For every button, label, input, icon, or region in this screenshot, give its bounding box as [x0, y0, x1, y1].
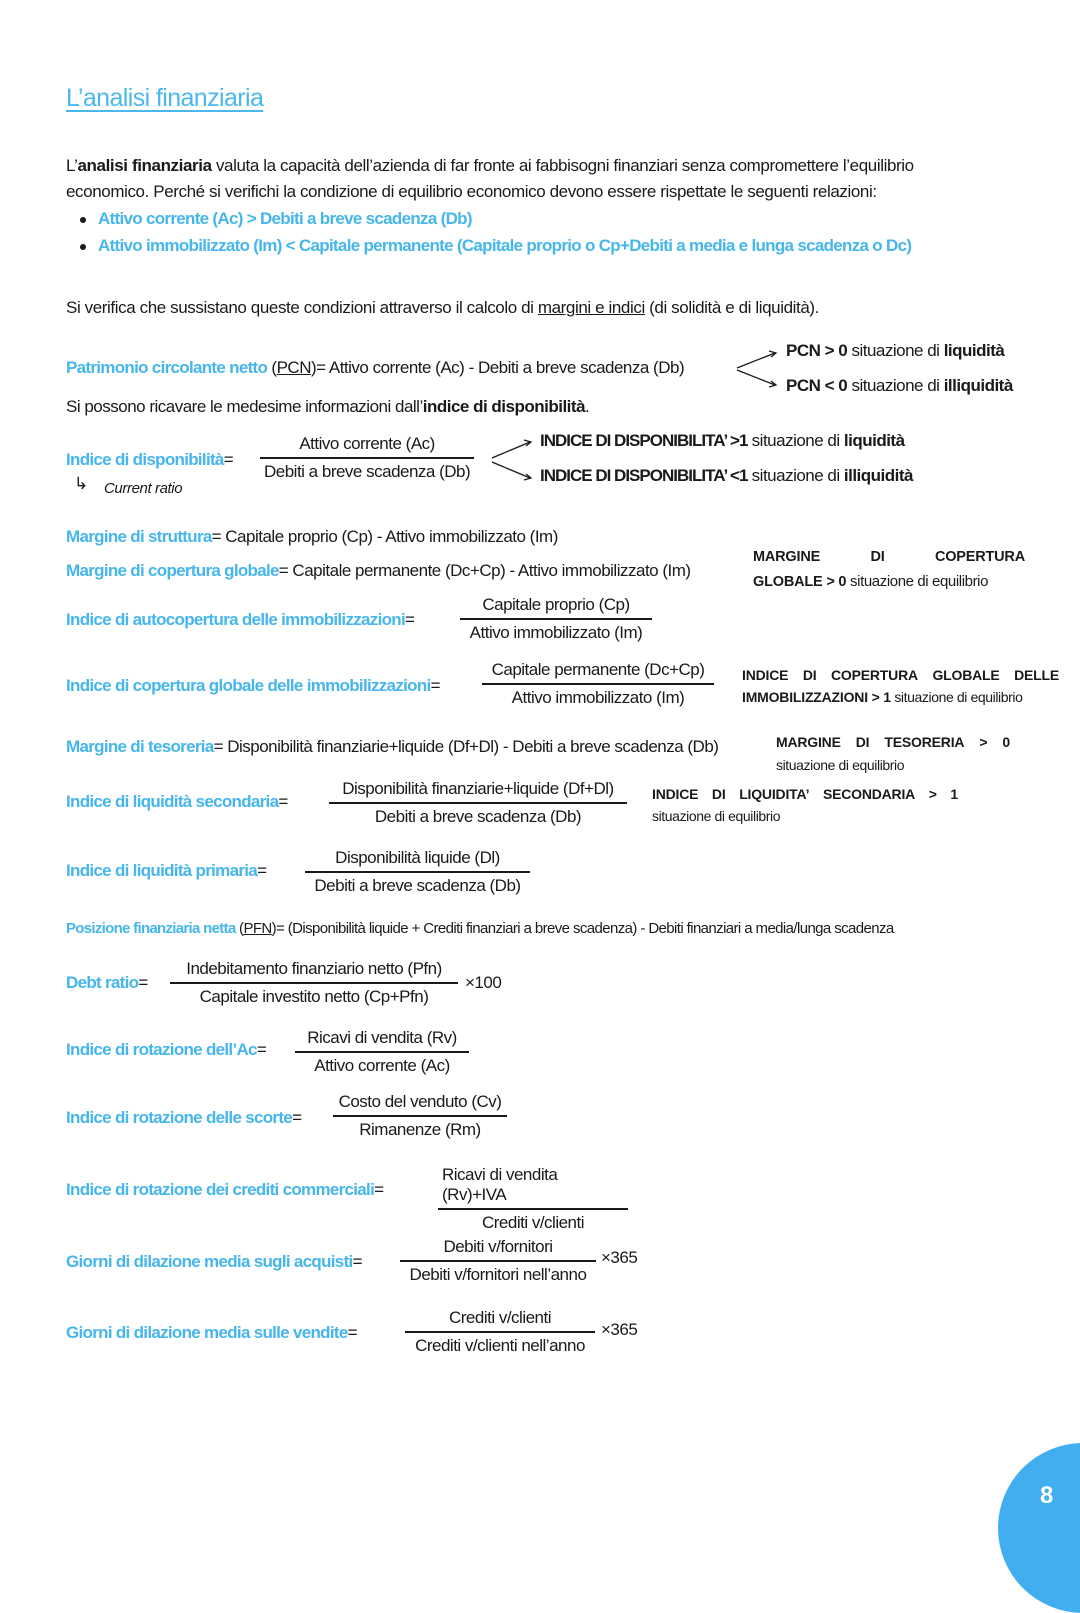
dilazione-acquisti-fraction: Debiti v/fornitori Debiti v/fornitori nell’anno	[400, 1237, 596, 1285]
liquidita-secondaria-fraction: Disponibilità finanziarie+liquide (Df+Dl) Debiti a breve scadenza (Db)	[329, 779, 627, 827]
dilazione-acquisti-multiplier: ×365	[601, 1248, 638, 1267]
autocopertura-fraction: Capitale proprio (Cp) Attivo immobilizzato (Im)	[460, 595, 652, 643]
return-arrow-icon: ↳	[74, 474, 88, 493]
rotazione-scorte-fraction: Costo del venduto (Cv) Rimanenze (Rm)	[333, 1092, 507, 1140]
margine-copertura-note-line1: MARGINE DI COPERTURA	[753, 549, 1025, 565]
pcn-outcome-negative: PCN < 0 situazione di illiquidità	[786, 376, 1013, 395]
condition-item: Attivo corrente (Ac) > Debiti a breve scadenza (Db)	[80, 206, 472, 232]
debt-ratio-label: Debt ratio=	[66, 973, 148, 992]
copertura-globale-label: Indice di copertura globale delle immobilizzazioni=	[66, 676, 441, 695]
margine-tesoreria-note-line1: MARGINE DI TESORERIA > 0	[776, 734, 1010, 750]
indice-disponibilita-label: Indice di disponibilità=	[66, 450, 234, 469]
dilazione-vendite-label: Giorni di dilazione media sulle vendite=	[66, 1323, 358, 1342]
bullet-icon	[80, 244, 86, 250]
rotazione-scorte-label: Indice di rotazione delle scorte=	[66, 1108, 302, 1127]
branch-arrows-icon	[490, 436, 535, 482]
page-number-badge	[998, 1443, 1080, 1613]
debt-ratio-fraction: Indebitamento finanziario netto (Pfn) Capitale investito netto (Cp+Pfn)	[170, 959, 458, 1007]
margine-copertura-note-line2: GLOBALE > 0 situazione di equilibrio	[753, 573, 989, 590]
copertura-globale-note-line1: INDICE DI COPERTURA GLOBALE DELLE	[742, 667, 1059, 683]
liquidita-secondaria-note-line1: INDICE DI LIQUIDITA’ SECONDARIA > 1	[652, 786, 958, 802]
debt-ratio-multiplier: ×100	[465, 973, 502, 992]
page-number: 8	[1040, 1482, 1054, 1509]
dilazione-vendite-multiplier: ×365	[601, 1320, 638, 1339]
liquidita-primaria-label: Indice di liquidità primaria=	[66, 861, 267, 880]
copertura-globale-fraction: Capitale permanente (Dc+Cp) Attivo immobilizzato (Im)	[482, 660, 714, 708]
disponibilita-outcome-positive: INDICE DI DISPONIBILITA’ >1 situazione di liquidità	[540, 431, 905, 450]
current-ratio-note: Current ratio	[104, 480, 183, 497]
margine-struttura-formula: Margine di struttura= Capitale proprio (Cp) - Attivo immobilizzato (Im)	[66, 527, 558, 546]
margine-tesoreria-formula: Margine di tesoreria= Disponibilità finanziarie+liquide (Df+Dl) - Debiti a breve scadenza (Db)	[66, 737, 719, 756]
pfn-formula: Posizione finanziaria netta (PFN)= (Disponibilità liquide + Crediti finanziari a breve scadenza) - Debiti finanziari a media/lunga scadenza	[66, 920, 894, 937]
pcn-outcome-positive: PCN > 0 situazione di liquidità	[786, 341, 1005, 360]
bullet-icon	[80, 217, 86, 223]
indice-disponibilita-fraction: Attivo corrente (Ac) Debiti a breve scadenza (Db)	[260, 434, 474, 482]
verify-text: Si verifica che sussistano queste condizioni attraverso il calcolo di margini e indici (di solidità e di liquidità).	[66, 298, 819, 317]
same-info-text: Si possono ricavare le medesime informazioni dall’indice di disponibilità.	[66, 397, 590, 416]
pcn-formula: Patrimonio circolante netto (PCN)= Attivo corrente (Ac) - Debiti a breve scadenza (Db)	[66, 358, 685, 377]
page-title: L’analisi finanziaria	[66, 84, 264, 112]
rotazione-crediti-fraction: Ricavi di vendita (Rv)+IVA Crediti v/clienti	[438, 1165, 628, 1233]
disponibilita-outcome-negative: INDICE DI DISPONIBILITA’ <1 situazione di illiquidità	[540, 466, 913, 485]
liquidita-primaria-fraction: Disponibilità liquide (Dl) Debiti a breve scadenza (Db)	[305, 848, 530, 896]
dilazione-vendite-fraction: Crediti v/clienti Crediti v/clienti nell’anno	[405, 1308, 595, 1356]
margine-copertura-formula: Margine di copertura globale= Capitale permanente (Dc+Cp) - Attivo immobilizzato (Im)	[66, 561, 691, 580]
intro-line-1: L’analisi finanziaria valuta la capacità dell’azienda di far fronte ai fabbisogni finanziari senza compromettere l’equilibrio	[66, 156, 914, 175]
copertura-globale-note-line2: IMMOBILIZZAZIONI > 1 situazione di equilibrio	[742, 689, 1023, 705]
autocopertura-label: Indice di autocopertura delle immobilizzazioni=	[66, 610, 415, 629]
condition-item: Attivo immobilizzato (Im) < Capitale permanente (Capitale proprio o Cp+Debiti a media e lunga scadenza o Dc)	[80, 233, 911, 259]
margine-tesoreria-note-line2: situazione di equilibrio	[776, 757, 905, 773]
liquidita-secondaria-note-line2: situazione di equilibrio	[652, 808, 781, 824]
rotazione-ac-fraction: Ricavi di vendita (Rv) Attivo corrente (Ac)	[295, 1028, 469, 1076]
rotazione-ac-label: Indice di rotazione dell’Ac=	[66, 1040, 267, 1059]
intro-line-2: economico. Perché si verifichi la condizione di equilibrio economico devono essere rispettate le seguenti relazioni:	[66, 182, 877, 201]
dilazione-acquisti-label: Giorni di dilazione media sugli acquisti=	[66, 1252, 362, 1271]
liquidita-secondaria-label: Indice di liquidità secondaria=	[66, 792, 288, 811]
rotazione-crediti-label: Indice di rotazione dei crediti commerciali=	[66, 1180, 384, 1199]
branch-arrows-icon	[735, 348, 780, 388]
